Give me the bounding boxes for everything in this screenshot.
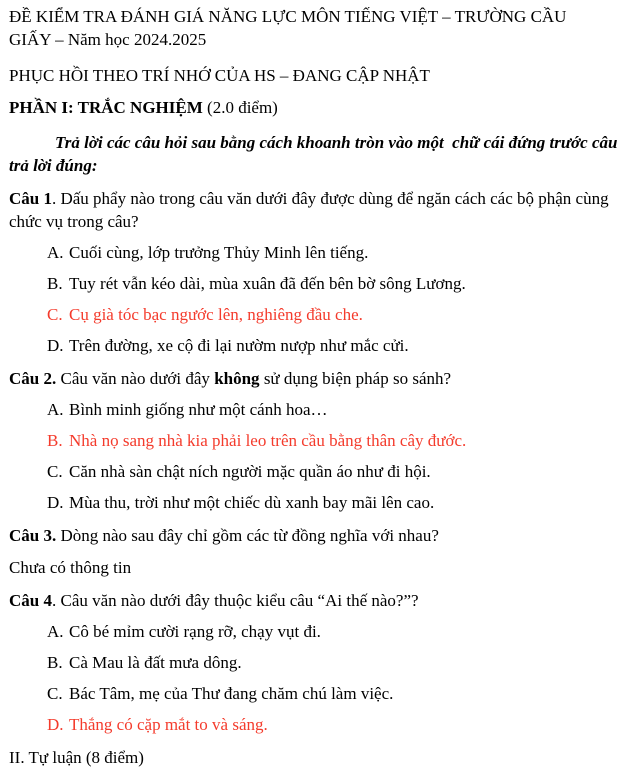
question-3-label: Câu 3. <box>9 526 57 545</box>
question-2-option-c <box>47 460 630 483</box>
question-1-option-a <box>47 241 630 264</box>
question-1-text: . Dấu phẩy nào trong câu văn dưới đây được dùng để ngăn cách các bộ phận cùng chức vụ trong câu? <box>9 189 609 231</box>
option-text: Cụ già tóc bạc ngước lên, nghiêng đầu che. <box>69 305 363 324</box>
question-4-label: Câu 4 <box>9 591 52 610</box>
option-letter: D. <box>47 493 64 512</box>
part1-heading-points: (2.0 điểm) <box>202 98 278 117</box>
question-1 <box>9 187 630 233</box>
question-3 <box>9 524 630 547</box>
question-4-option-c <box>47 682 630 705</box>
option-letter: C. <box>47 462 63 481</box>
option-text: Cuối cùng, lớp trưởng Thủy Minh lên tiếng. <box>69 243 369 262</box>
question-1-option-c-highlighted <box>47 303 630 326</box>
instruction-text: Trả lời các câu hỏi sau bằng cách khoanh tròn vào một chữ cái đứng trước câu trả lời đúng: <box>9 133 622 175</box>
question-4 <box>9 589 630 612</box>
part1-heading-title: PHẦN I: TRẮC NGHIỆM <box>9 98 203 117</box>
option-text: Trên đường, xe cộ đi lại nườm nượp như mắc cửi. <box>69 336 409 355</box>
question-4-option-d-highlighted <box>47 713 630 736</box>
option-letter: A. <box>47 400 64 419</box>
part1-heading <box>9 96 630 119</box>
question-3-note: Chưa có thông tin <box>9 558 132 577</box>
document-subtitle: PHỤC HỒI THEO TRÍ NHỚ CỦA HS – ĐANG CẬP NHẬT <box>9 66 430 85</box>
option-letter: C. <box>47 305 63 324</box>
option-letter: C. <box>47 684 63 703</box>
question-4-option-b <box>47 651 630 674</box>
option-text: Bình minh giống như một cánh hoa… <box>69 400 328 419</box>
question-2-text-post: sử dụng biện pháp so sánh? <box>259 369 452 388</box>
question-1-option-b <box>47 272 630 295</box>
question-1-label: Câu 1 <box>9 189 52 208</box>
question-2-option-b-highlighted <box>47 429 630 452</box>
option-text: Tuy rét vẫn kéo dài, mùa xuân đã đến bên bờ sông Lương. <box>69 274 466 293</box>
option-text: Mùa thu, trời như một chiếc dù xanh bay mãi lên cao. <box>69 493 435 512</box>
option-text: Căn nhà sàn chật ních người mặc quần áo như đi hội. <box>69 462 431 481</box>
document-title: ĐỀ KIỂM TRA ĐÁNH GIÁ NĂNG LỰC MÔN TIẾNG VIỆT – TRƯỜNG CẦU GIẤY – Năm học 2024.2025 <box>9 7 567 49</box>
question-2-text-pre: Câu văn nào dưới đây <box>56 369 215 388</box>
option-text: Cô bé mỉm cười rạng rỡ, chạy vụt đi. <box>69 622 321 641</box>
option-letter: A. <box>47 243 64 262</box>
question-2-label: Câu 2. <box>9 369 57 388</box>
option-letter: D. <box>47 336 64 355</box>
option-letter: B. <box>47 274 63 293</box>
question-4-text: . Câu văn nào dưới đây thuộc kiểu câu “Ai thế nào?”? <box>51 591 419 610</box>
option-text: Bác Tâm, mẹ của Thư đang chăm chú làm việc. <box>69 684 394 703</box>
question-4-option-a <box>47 620 630 643</box>
question-2-option-a <box>47 398 630 421</box>
option-letter: B. <box>47 653 63 672</box>
question-2-option-d <box>47 491 630 514</box>
question-2 <box>9 367 630 390</box>
question-3-text: Dòng nào sau đây chỉ gồm các từ đồng nghĩa với nhau? <box>56 526 439 545</box>
part2-heading: II. Tự luận (8 điểm) <box>9 748 144 767</box>
option-letter: A. <box>47 622 64 641</box>
option-letter: B. <box>47 431 63 450</box>
option-text: Cà Mau là đất mưa dông. <box>69 653 242 672</box>
question-1-option-d <box>47 334 630 357</box>
question-2-text-emphasis: không <box>214 369 260 388</box>
option-text: Nhà nọ sang nhà kia phải leo trên cầu bằng thân cây đước. <box>69 431 467 450</box>
option-text: Thắng có cặp mắt to và sáng. <box>69 715 268 734</box>
option-letter: D. <box>47 715 64 734</box>
